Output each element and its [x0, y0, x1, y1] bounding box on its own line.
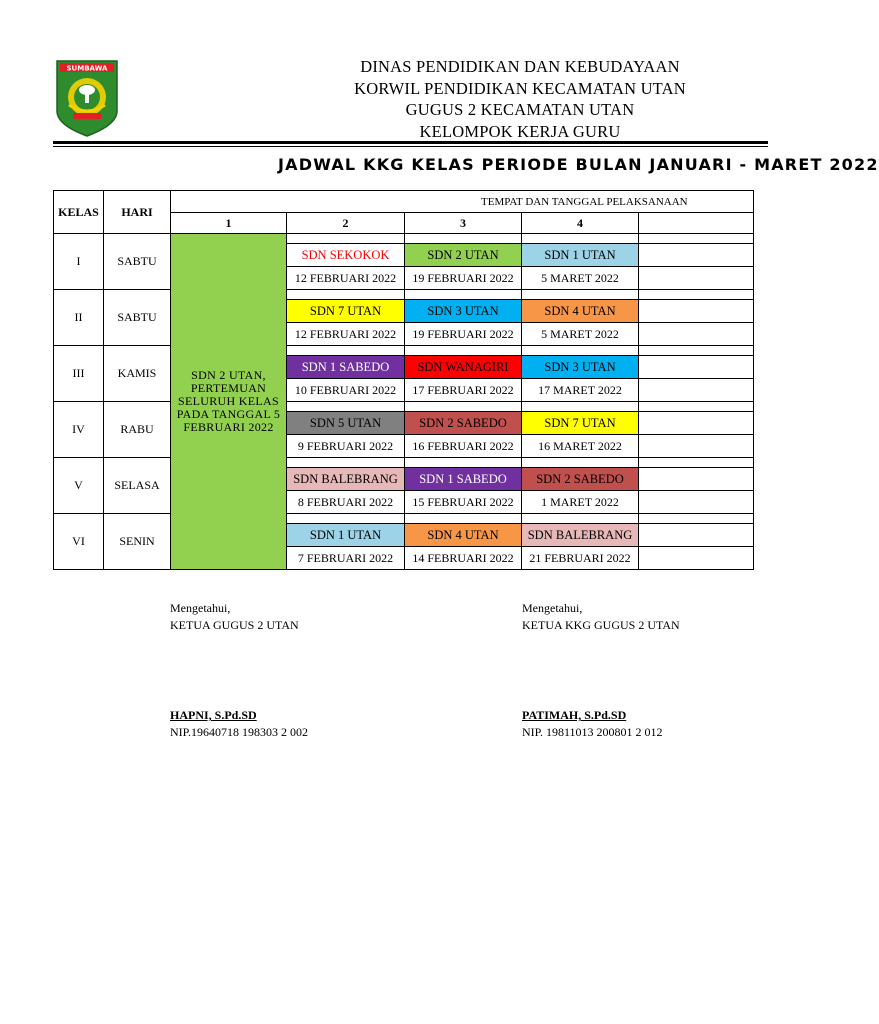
hari-cell: SELASA: [104, 458, 171, 514]
right-known: Mengetahui,: [522, 601, 583, 615]
spacer-cell: [287, 290, 405, 300]
school-cell: SDN 4 UTAN: [405, 524, 522, 547]
spacer-cell: [287, 346, 405, 356]
header-line-1: DINAS PENDIDIKAN DAN KEBUDAYAAN: [360, 57, 680, 76]
date-cell: 7 FEBRUARI 2022: [287, 547, 405, 570]
school-cell: SDN BALEBRANG: [522, 524, 639, 547]
spacer-cell: [522, 234, 639, 244]
right-signer-nip: NIP. 19811013 200801 2 012: [522, 725, 663, 739]
header-number: 3: [405, 213, 522, 234]
school-cell: SDN 1 UTAN: [287, 524, 405, 547]
spacer-cell: [522, 290, 639, 300]
svg-text:SUMBAWA: SUMBAWA: [66, 64, 108, 73]
header-kelas: KELAS: [54, 191, 104, 234]
spacer-cell: [405, 346, 522, 356]
spacer-cell: [405, 402, 522, 412]
blank-cell: [639, 524, 754, 547]
spacer-cell: [287, 514, 405, 524]
blank-cell: [639, 435, 754, 458]
date-cell: 16 MARET 2022: [522, 435, 639, 458]
spacer-cell: [639, 402, 754, 412]
header-hari: HARI: [104, 191, 171, 234]
header-line-2: KORWIL PENDIDIKAN KECAMATAN UTAN: [354, 79, 686, 98]
document-title: JADWAL KKG KELAS PERIODE BULAN JANUARI - MARET 2022: [278, 155, 879, 174]
school-cell: SDN 3 UTAN: [522, 356, 639, 379]
spacer-cell: [639, 290, 754, 300]
spacer-cell: [405, 290, 522, 300]
kelas-cell: I: [54, 234, 104, 290]
merged-meeting-cell: [171, 234, 287, 570]
school-cell: SDN 2 UTAN: [405, 244, 522, 267]
spacer-cell: [405, 458, 522, 468]
blank-cell: [639, 491, 754, 514]
spacer-cell: [405, 514, 522, 524]
date-cell: 17 FEBRUARI 2022: [405, 379, 522, 402]
school-cell: SDN 7 UTAN: [287, 300, 405, 323]
left-signer-nip: NIP.19640718 198303 2 002: [170, 725, 309, 739]
blank-cell: [639, 267, 754, 290]
school-cell: SDN WANAGIRI: [405, 356, 522, 379]
school-cell: SDN 1 SABEDO: [287, 356, 405, 379]
kelas-cell: IV: [54, 402, 104, 458]
kelas-cell: II: [54, 290, 104, 346]
blank-cell: [639, 412, 754, 435]
school-cell: SDN 2 SABEDO: [405, 412, 522, 435]
schedule-table: [53, 190, 754, 570]
hari-cell: SABTU: [104, 290, 171, 346]
header-tempat: TEMPAT DAN TANGGAL PELAKSANAAN: [171, 191, 754, 213]
spacer-cell: [287, 402, 405, 412]
right-role: KETUA KKG GUGUS 2 UTAN: [522, 618, 680, 632]
date-cell: 16 FEBRUARI 2022: [405, 435, 522, 458]
spacer-cell: [522, 346, 639, 356]
date-cell: 17 MARET 2022: [522, 379, 639, 402]
blank-cell: [639, 323, 754, 346]
date-cell: 9 FEBRUARI 2022: [287, 435, 405, 458]
left-role: KETUA GUGUS 2 UTAN: [170, 618, 299, 632]
date-cell: 14 FEBRUARI 2022: [405, 547, 522, 570]
blank-cell: [639, 244, 754, 267]
date-cell: 12 FEBRUARI 2022: [287, 323, 405, 346]
date-cell: 8 FEBRUARI 2022: [287, 491, 405, 514]
header-line-3: GUGUS 2 KECAMATAN UTAN: [405, 100, 635, 119]
date-cell: 21 FEBRUARI 2022: [522, 547, 639, 570]
school-cell: SDN 5 UTAN: [287, 412, 405, 435]
right-signer-name: PATIMAH, S.Pd.SD: [522, 708, 627, 722]
date-cell: 15 FEBRUARI 2022: [405, 491, 522, 514]
date-cell: 5 MARET 2022: [522, 267, 639, 290]
spacer-cell: [287, 234, 405, 244]
date-cell: 1 MARET 2022: [522, 491, 639, 514]
date-cell: 19 FEBRUARI 2022: [405, 323, 522, 346]
date-cell: 5 MARET 2022: [522, 323, 639, 346]
blank-cell: [639, 300, 754, 323]
spacer-cell: [522, 458, 639, 468]
merged-meeting-text: SDN 2 UTAN, PERTEMUAN SELURUH KELAS PADA TANGGAL 5 FEBRUARI 2022: [176, 368, 281, 434]
school-cell: SDN 4 UTAN: [522, 300, 639, 323]
header-number-blank: [639, 213, 754, 234]
blank-cell: [639, 379, 754, 402]
spacer-cell: [639, 346, 754, 356]
spacer-cell: [287, 458, 405, 468]
left-known: Mengetahui,: [170, 601, 231, 615]
spacer-cell: [639, 514, 754, 524]
blank-cell: [639, 468, 754, 491]
school-cell: SDN 1 UTAN: [522, 244, 639, 267]
blank-cell: [639, 547, 754, 570]
blank-cell: [639, 356, 754, 379]
spacer-cell: [405, 234, 522, 244]
spacer-cell: [522, 514, 639, 524]
hari-cell: KAMIS: [104, 346, 171, 402]
school-cell: SDN 7 UTAN: [522, 412, 639, 435]
school-cell: SDN BALEBRANG: [287, 468, 405, 491]
date-cell: 19 FEBRUARI 2022: [405, 267, 522, 290]
hari-cell: SENIN: [104, 514, 171, 570]
spacer-cell: [639, 234, 754, 244]
school-cell: SDN 2 SABEDO: [522, 468, 639, 491]
header-number: 2: [287, 213, 405, 234]
school-cell: SDN 3 UTAN: [405, 300, 522, 323]
kelas-cell: V: [54, 458, 104, 514]
spacer-cell: [639, 458, 754, 468]
header-number: 4: [522, 213, 639, 234]
date-cell: 12 FEBRUARI 2022: [287, 267, 405, 290]
header-line-4: KELOMPOK KERJA GURU: [419, 122, 621, 141]
kelas-cell: III: [54, 346, 104, 402]
header-number: 1: [171, 213, 287, 234]
school-cell: SDN 1 SABEDO: [405, 468, 522, 491]
date-cell: 10 FEBRUARI 2022: [287, 379, 405, 402]
kelas-cell: VI: [54, 514, 104, 570]
hari-cell: SABTU: [104, 234, 171, 290]
hari-cell: RABU: [104, 402, 171, 458]
spacer-cell: [522, 402, 639, 412]
school-cell: SDN SEKOKOK: [287, 244, 405, 267]
left-signer-name: HAPNI, S.Pd.SD: [170, 708, 257, 722]
